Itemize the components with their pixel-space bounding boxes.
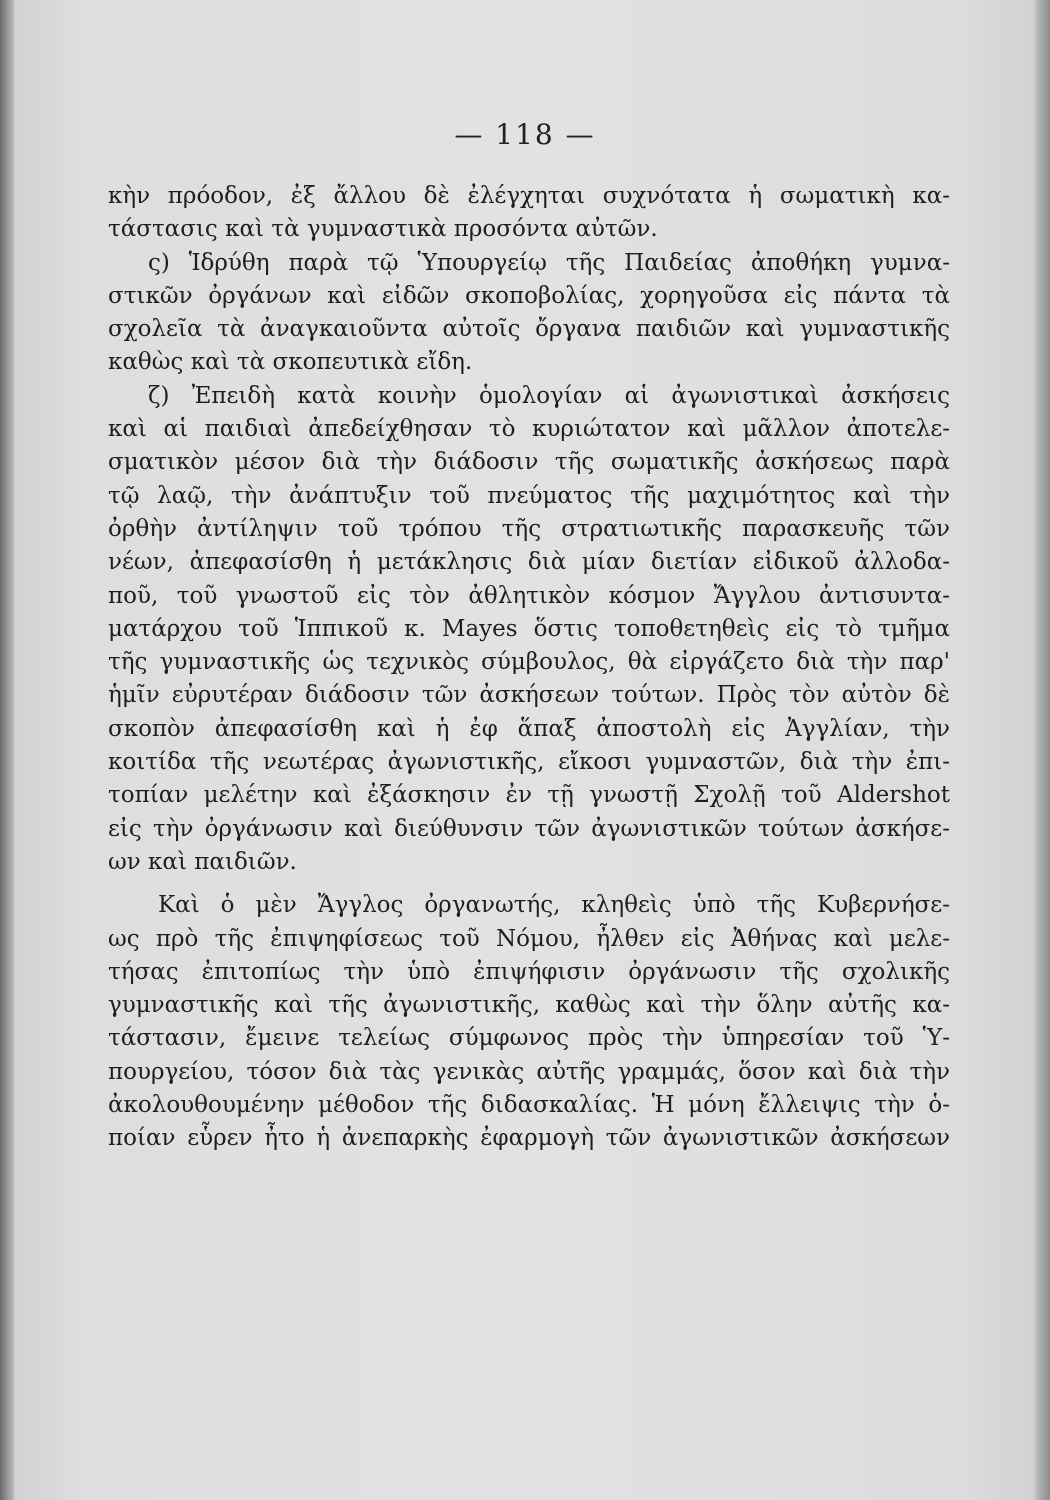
text-line: ἀκολουθουμένην μέθοδον τῆς διδασκαλίας. Ἡ μόνη ἔλλειψις τὴν ὁ-	[108, 1092, 950, 1119]
text-line: νέων, ἀπεφασίσθη ἡ μετάκλησις διὰ μίαν διετίαν εἰδικοῦ ἀλλοδα-	[108, 549, 950, 576]
text-line: σκοπὸν ἀπεφασίσθη καὶ ἡ ἐφ ἅπαξ ἀποστολὴ εἰς Ἀγγλίαν, τὴν	[108, 715, 950, 742]
paragraph-start-line: ς) Ἱδρύθη παρὰ τῷ Ὑπουργείῳ τῆς Παιδείας ἀποθήκη γυμνα-	[148, 249, 950, 276]
text-line: καὶ αἱ παιδιαὶ ἀπεδείχθησαν τὸ κυριώτατον καὶ μᾶλλον ἀποτελε-	[108, 416, 950, 443]
text-line: στικῶν ὀργάνων καὶ εἰδῶν σκοποβολίας, χορηγοῦσα εἰς πάντα τὰ	[108, 282, 950, 309]
paragraph-gap	[108, 879, 950, 889]
text-line: τάστασις καὶ τὰ γυμναστικὰ προσόντα αὐτῶν.	[108, 216, 658, 243]
text-line: ων καὶ παιδιῶν.	[108, 848, 297, 875]
text-line: τῆς γυμναστικῆς ὡς τεχνικὸς σύμβουλος, θὰ εἰργάζετο διὰ τὴν παρ'	[108, 649, 950, 676]
page-right-edge	[1032, 0, 1050, 1500]
text-line: τοπίαν μελέτην καὶ ἐξάσκησιν ἐν τῇ γνωστῇ Σχολῇ τοῦ Aldershot	[108, 782, 950, 809]
text-line: κὴν πρόοδον, ἐξ ἄλλου δὲ ἐλέγχηται συχνότατα ἡ σωματικὴ κα-	[108, 183, 950, 209]
page-number: — 118 —	[454, 118, 596, 151]
text-line: ματάρχου τοῦ Ἱππικοῦ κ. Mayes ὅστις τοποθετηθεὶς εἰς τὸ τμῆμα	[108, 615, 950, 642]
text-line: τῷ λαῷ, τὴν ἀνάπτυξιν τοῦ πνεύματος τῆς μαχιμότητος καὶ τὴν	[108, 482, 950, 509]
text-line: καθὼς καὶ τὰ σκοπευτικὰ εἴδη.	[108, 349, 473, 376]
text-line: σματικὸν μέσον διὰ τὴν διάδοσιν τῆς σωματικῆς ἀσκήσεως παρὰ	[108, 449, 950, 476]
text-line: πουργείου, τόσον διὰ τὰς γενικὰς αὐτῆς γραμμάς, ὅσον καὶ διὰ τὴν	[108, 1058, 950, 1085]
paragraph-start-line: Καὶ ὁ μὲν Ἄγγλος ὀργανωτής, κληθεὶς ὑπὸ τῆς Κυβερνήσε-	[158, 892, 950, 919]
text-line: ποίαν εὗρεν ἦτο ἡ ἀνεπαρκὴς ἐφαρμογὴ τῶν ἀγωνιστικῶν ἀσκήσεων	[108, 1125, 950, 1152]
text-line: ποῦ, τοῦ γνωστοῦ εἰς τὸν ἀθλητικὸν κόσμον Ἄγγλου ἀντισυντα-	[108, 582, 950, 609]
text-line: σχολεῖα τὰ ἀναγκαιοῦντα αὐτοῖς ὄργανα παιδιῶν καὶ γυμναστικῆς	[108, 316, 950, 343]
text-line: τήσας ἐπιτοπίως τὴν ὑπὸ ἐπιψήφισιν ὀργάνωσιν τῆς σχολικῆς	[108, 958, 950, 985]
text-line: γυμναστικῆς καὶ τῆς ἀγωνιστικῆς, καθὼς καὶ τὴν ὅλην αὐτῆς κα-	[108, 992, 950, 1019]
paragraph-start-line: ζ) Ἐπειδὴ κατὰ κοινὴν ὁμολογίαν αἱ ἀγωνιστικαὶ ἀσκήσεις	[148, 382, 950, 409]
text-line: εἰς τὴν ὀργάνωσιν καὶ διεύθυνσιν τῶν ἀγωνιστικῶν τούτων ἀσκήσε-	[108, 815, 950, 842]
text-line: ὀρθὴν ἀντίληψιν τοῦ τρόπου τῆς στρατιωτικῆς παρασκευῆς τῶν	[108, 515, 950, 542]
text-line: κοιτίδα τῆς νεωτέρας ἀγωνιστικῆς, εἴκοσι γυμναστῶν, διὰ τὴν ἐπι-	[108, 749, 950, 776]
text-line: τάστασιν, ἔμεινε τελείως σύμφωνος πρὸς τὴν ὑπηρεσίαν τοῦ Ὑ-	[108, 1025, 950, 1052]
page-left-edge	[0, 0, 14, 1500]
text-line: ως πρὸ τῆς ἐπιψηφίσεως τοῦ Νόμου, ἦλθεν εἰς Ἀθήνας καὶ μελε-	[108, 925, 950, 952]
text-line: ἡμῖν εὐρυτέραν διάδοσιν τῶν ἀσκήσεων τούτων. Πρὸς τὸν αὐτὸν δὲ	[108, 682, 950, 709]
body-text	[108, 180, 950, 1156]
